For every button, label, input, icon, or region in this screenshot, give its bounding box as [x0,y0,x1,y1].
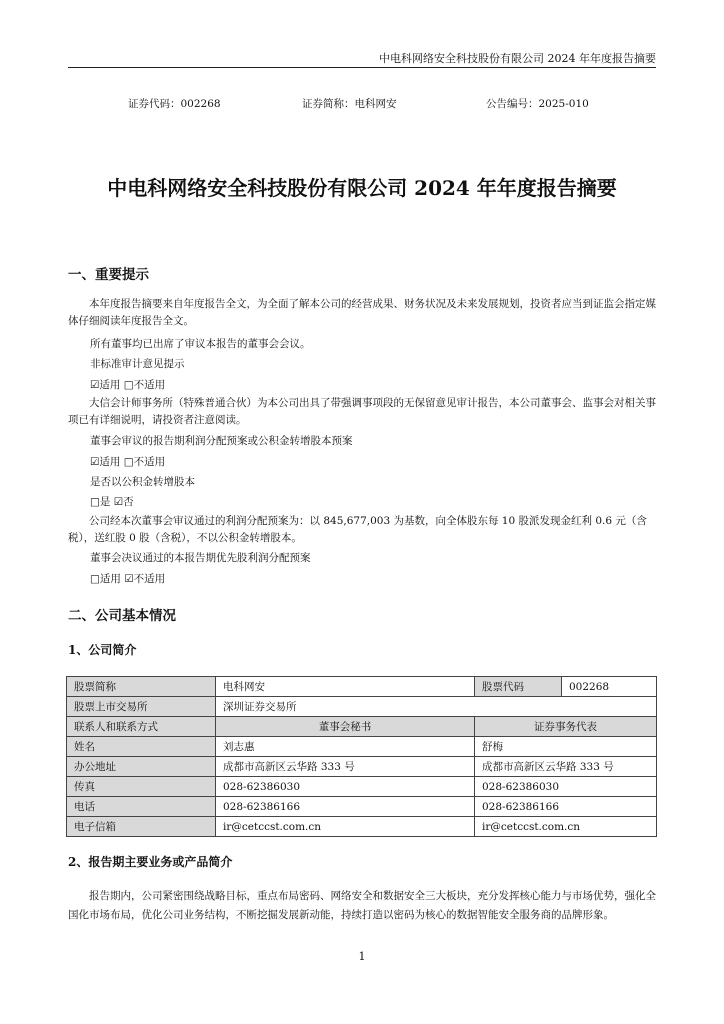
checkbox-line-profit-plan: ☑适用 □不适用 [90,456,166,468]
table-row [67,737,657,757]
table-cell: 028-62386166 [216,797,475,817]
table-cell: 舒梅 [475,737,657,757]
table-label: 联系人和联系方式 [67,717,216,737]
table-row [67,677,657,697]
page-number: 1 [358,950,366,963]
section-heading-company-info: 二、公司基本情况 [68,608,176,624]
paragraph-nonstandard-opinion: 非标准审计意见提示 [90,358,185,370]
table-label: 股票上市交易所 [67,697,216,717]
table-cell: 028-62386030 [475,777,657,797]
table-column-header: 董事会秘书 [216,717,475,737]
table-cell: 刘志惠 [216,737,475,757]
table-cell: 成都市高新区云华路 333 号 [216,757,475,777]
table-row [67,717,657,737]
subsection-company-profile: 1、公司简介 [68,643,137,657]
table-row [67,697,657,717]
section-heading-important-notice: 一、重要提示 [68,267,149,283]
paragraph-profit-plan: 董事会审议的报告期利润分配预案或公积金转增股本预案 [90,435,353,447]
table-cell: 深圳证券交易所 [216,697,657,717]
table-cell: 028-62386030 [216,777,475,797]
document-title: 中电科网络安全科技股份有限公司 2024 年年度报告摘要 [107,176,617,200]
checkbox-line-nonstandard: ☑适用 □不适用 [90,379,166,391]
running-header: 中电科网络安全科技股份有限公司 2024 年年度报告摘要 [379,52,656,65]
paragraph-main-business: 报告期内，公司紧密围绕战略目标，重点布局密码、网络安全和数据安全三大板块，充分发挥核心能力与市场优势，强化全国化市场布局，优化公司业务结构，不断挖掘发展新动能，持续打造以密码为核心的数据智能安全服务商的品牌形象。 [68,890,656,921]
table-label: 姓名 [67,737,216,757]
checkbox-line-preferred-dividend: □适用 ☑不适用 [90,573,166,585]
table-row [67,777,657,797]
table-row [67,817,657,837]
table-cell: 成都市高新区云华路 333 号 [475,757,657,777]
stock-code: 证券代码：002268 [128,98,221,110]
paragraph-preferred-dividend: 董事会决议通过的本报告期优先股利润分配预案 [90,552,311,564]
table-cell: 002268 [562,677,657,697]
table-cell: 电科网安 [216,677,475,697]
paragraph-auditor: 大信会计师事务所（特殊普通合伙）为本公司出具了带强调事项段的无保留意见审计报告，本公司董事会、监事会对相关事项已有详细说明，请投资者注意阅读。 [68,397,656,426]
table-label: 传真 [67,777,216,797]
table-row [67,757,657,777]
table-cell: ir@cetccst.com.cn [475,817,657,837]
notice-number: 公告编号：2025-010 [486,98,589,110]
table-column-header: 证券事务代表 [475,717,657,737]
table-cell: 028-62386166 [475,797,657,817]
table-cell: ir@cetccst.com.cn [216,817,475,837]
table-label: 股票简称 [67,677,216,697]
table-row [67,797,657,817]
paragraph-capital-reserve: 是否以公积金转增股本 [90,476,195,488]
company-profile-table [66,676,657,837]
stock-abbreviation: 证券简称：电科网安 [302,98,397,110]
table-label: 电子信箱 [67,817,216,837]
table-label: 办公地址 [67,757,216,777]
header-rule [68,67,656,68]
paragraph-dividend-plan: 公司经本次董事会审议通过的利润分配预案为：以 845,677,003 为基数，向全体股东每 10 股派发现金红利 0.6 元（含税），送红股 0 股（含税），不以公积金转增股本。 [68,515,647,544]
paragraph-directors-attendance: 所有董事均已出席了审议本报告的董事会会议。 [90,338,311,350]
paragraph-summary-source: 本年度报告摘要来自年度报告全文，为全面了解本公司的经营成果、财务状况及未来发展规划，投资者应当到证监会指定媒体仔细阅读年度报告全文。 [68,298,656,327]
table-label: 电话 [67,797,216,817]
checkbox-line-capital-reserve: □是 ☑否 [90,496,134,508]
subsection-main-business: 2、报告期主要业务或产品简介 [68,855,233,869]
table-label: 股票代码 [475,677,562,697]
